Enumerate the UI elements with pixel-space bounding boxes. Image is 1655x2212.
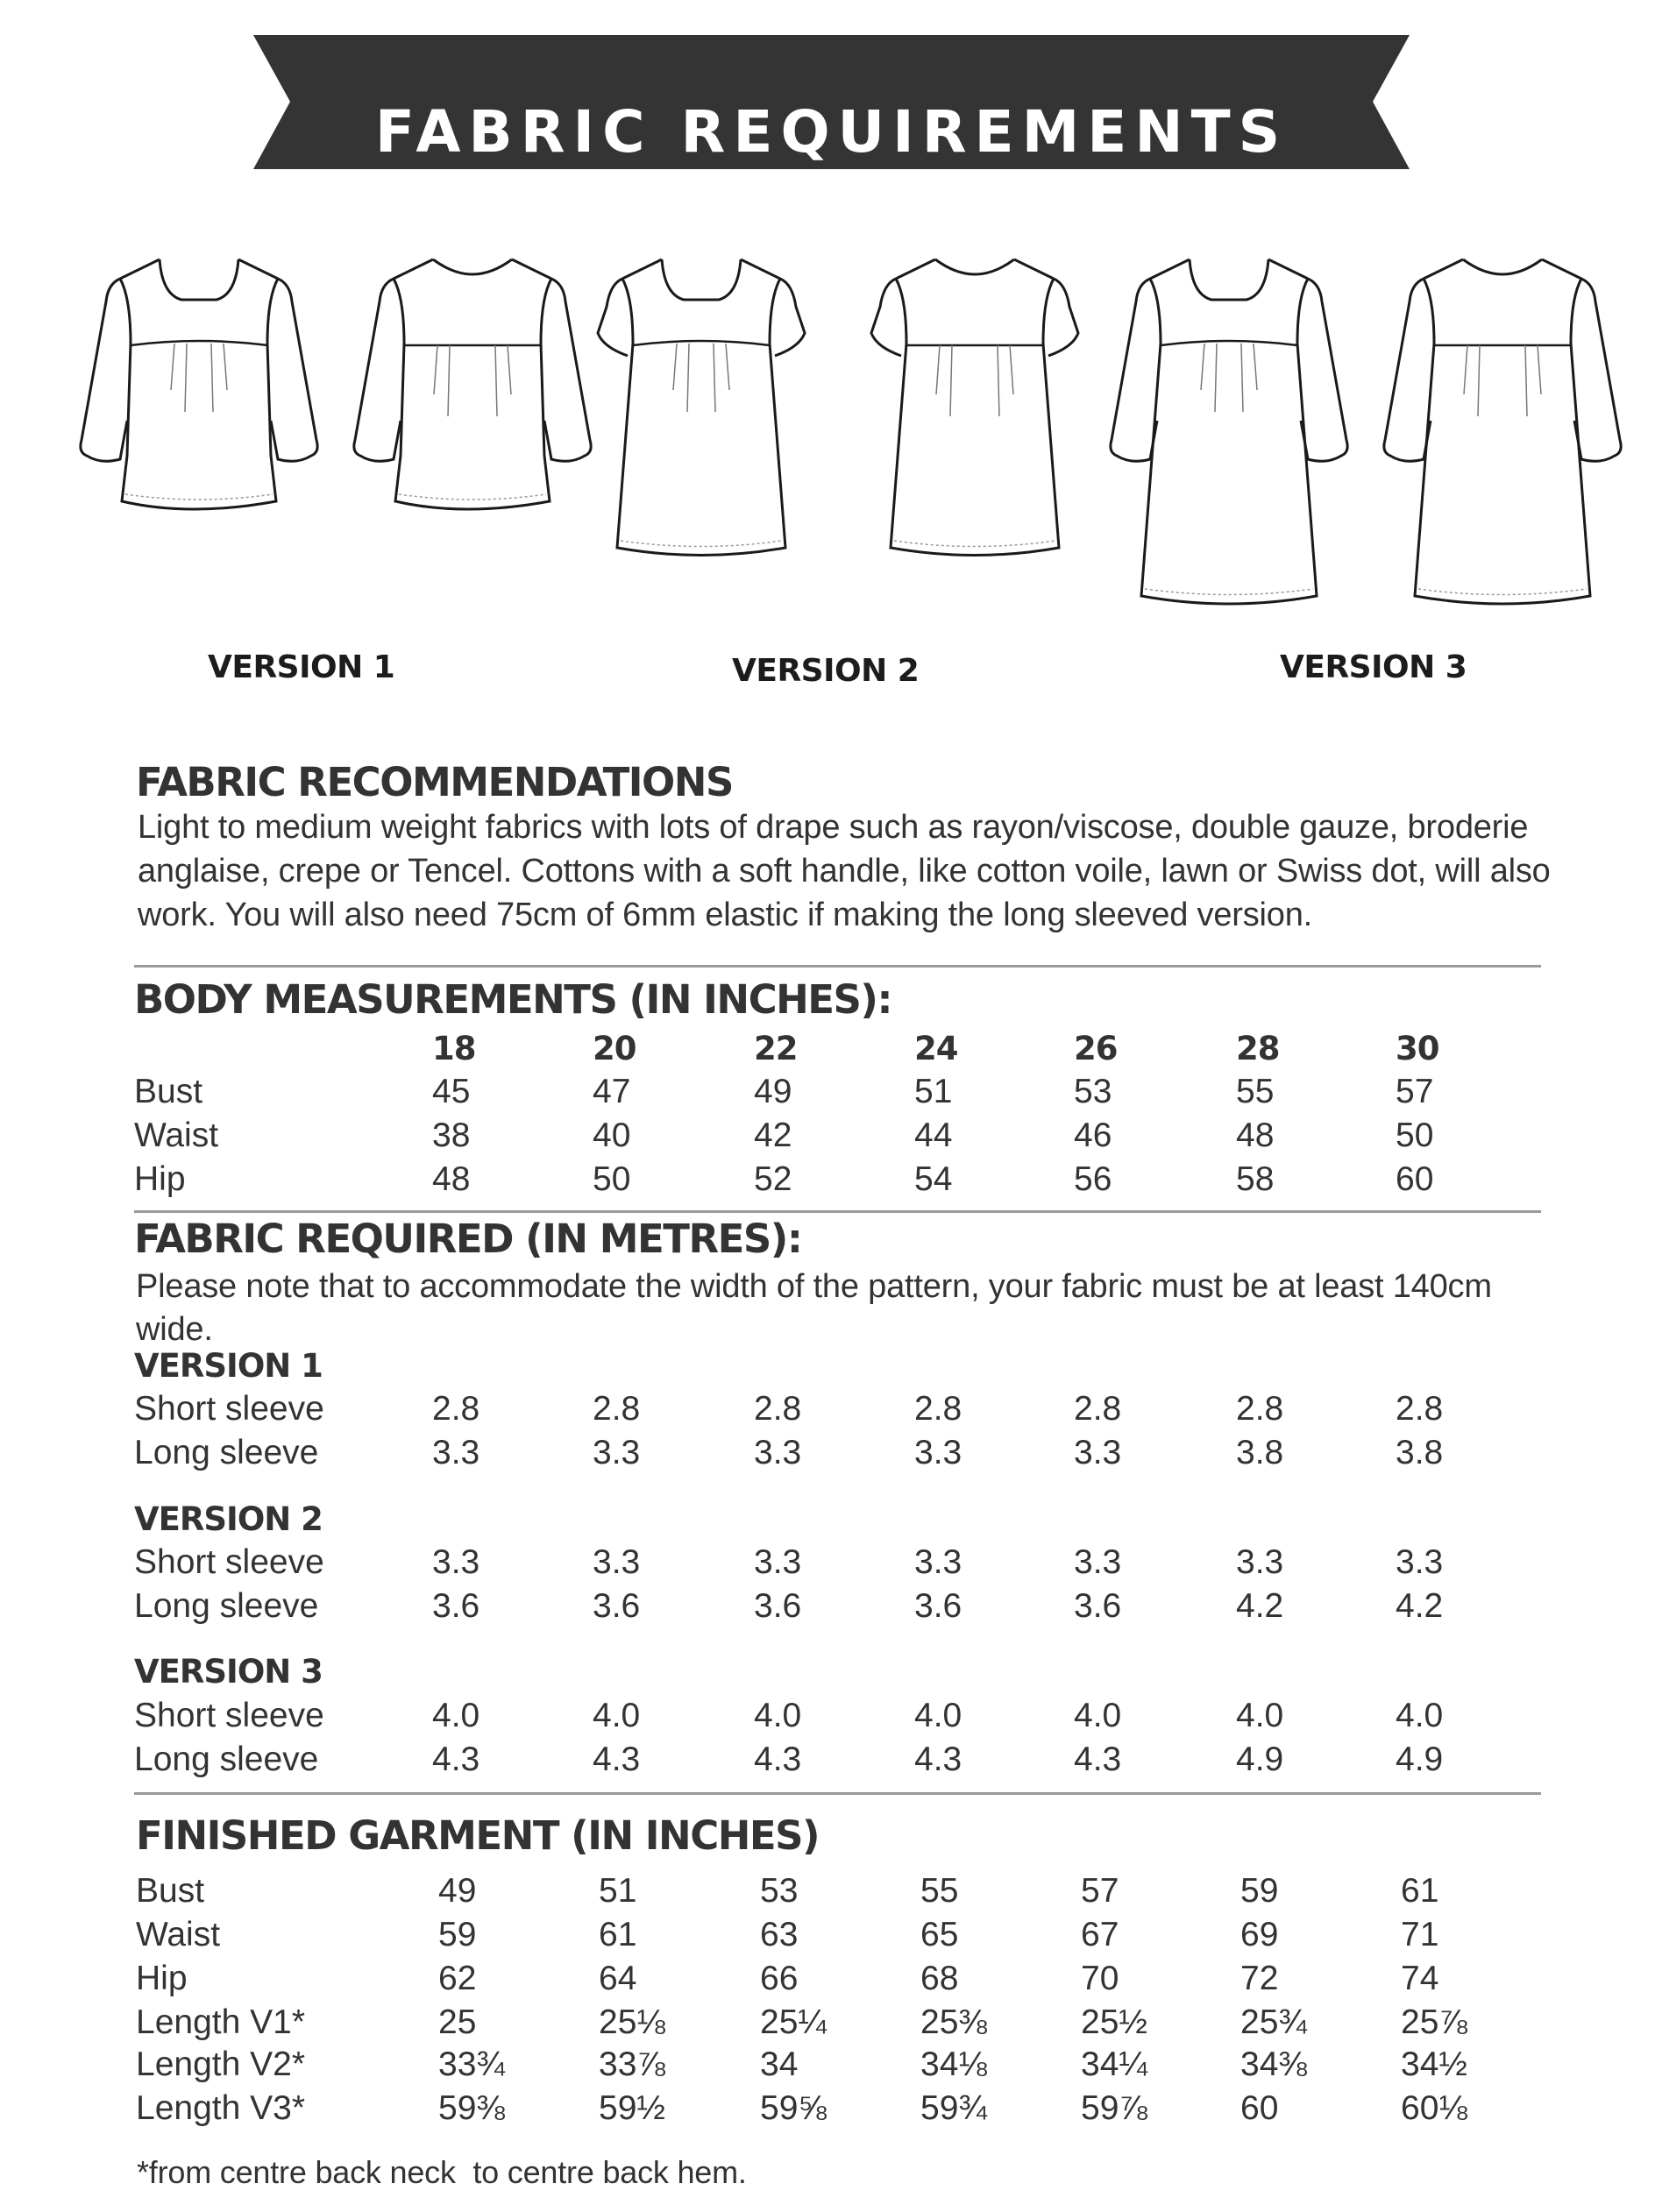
cell: 34⅜ (1240, 2045, 1307, 2083)
recommendations-heading: FABRIC RECOMMENDATIONS (136, 759, 733, 805)
table-row (0, 2005, 1655, 2045)
recommendations-line-2: anglaise, crepe or Tencel. Cottons with a soft handle, like cotton voile, lawn or Swiss dot, will also (138, 853, 1551, 890)
table-row (0, 1961, 1655, 2002)
cell: 59⅜ (438, 2089, 505, 2127)
cell: 3.3 (914, 1434, 962, 1471)
finished-garment-heading: FINISHED GARMENT (IN INCHES) (136, 1812, 820, 1859)
body-measurements-heading: BODY MEASUREMENTS (IN INCHES): (134, 976, 891, 1023)
size-header: 30 (1396, 1030, 1439, 1067)
cell: 4.0 (593, 1697, 641, 1734)
cell: 60 (1240, 2089, 1279, 2127)
cell: 3.6 (754, 1587, 802, 1625)
row-label: Short sleeve (134, 1543, 324, 1581)
table-row (0, 1162, 1655, 1202)
v3-front-illustration (1111, 259, 1347, 604)
cell: 4.3 (593, 1741, 641, 1778)
cell: 3.6 (1074, 1587, 1122, 1625)
row-label: Hip (136, 1960, 188, 1997)
fabric-width-note-line-2: wide. (136, 1311, 213, 1348)
fabric-version-1-label: VERSION 1 (134, 1347, 323, 1385)
fabric-version-3-label: VERSION 3 (134, 1653, 323, 1691)
size-header: 22 (754, 1030, 798, 1067)
cell: 62 (438, 1960, 477, 1997)
v2-front-illustration (598, 259, 805, 556)
fabric-width-note-line-1: Please note that to accommodate the width of the pattern, your fabric must be at least 140cm (136, 1268, 1492, 1305)
cell: 47 (593, 1073, 631, 1110)
fabric-version-2-label: VERSION 2 (134, 1500, 323, 1538)
cell: 60⅛ (1401, 2089, 1467, 2127)
cell: 2.8 (914, 1390, 962, 1428)
cell: 45 (432, 1073, 471, 1110)
cell: 4.2 (1236, 1587, 1284, 1625)
cell: 64 (599, 1960, 637, 1997)
cell: 59 (1240, 1872, 1279, 1910)
cell: 57 (1081, 1872, 1119, 1910)
cell: 59¾ (920, 2089, 987, 2127)
cell: 3.3 (593, 1543, 641, 1581)
table-row (0, 1074, 1655, 1115)
cell: 3.3 (1074, 1543, 1122, 1581)
size-header: 26 (1074, 1030, 1118, 1067)
cell: 63 (760, 1916, 799, 1953)
cell: 33¾ (438, 2045, 505, 2083)
title-banner (253, 35, 1410, 169)
cell: 52 (754, 1160, 792, 1198)
cell: 34¼ (1081, 2045, 1147, 2083)
row-label: Short sleeve (134, 1390, 324, 1428)
cell: 60 (1396, 1160, 1434, 1198)
cell: 25¾ (1240, 2003, 1307, 2041)
table-row (0, 1874, 1655, 1914)
cell: 4.0 (1396, 1697, 1444, 1734)
cell: 3.3 (432, 1434, 480, 1471)
cell: 70 (1081, 1960, 1119, 1997)
row-label: Short sleeve (134, 1697, 324, 1734)
cell: 25⅜ (920, 2003, 987, 2041)
cell: 38 (432, 1117, 471, 1154)
cell: 4.3 (754, 1741, 802, 1778)
cell: 4.0 (914, 1697, 962, 1734)
version-2-label: VERSION 2 (732, 653, 920, 689)
cell: 4.3 (914, 1741, 962, 1778)
table-row (0, 1118, 1655, 1159)
cell: 33⅞ (599, 2045, 665, 2083)
size-header: 18 (432, 1030, 476, 1067)
cell: 50 (593, 1160, 631, 1198)
cell: 2.8 (432, 1390, 480, 1428)
cell: 69 (1240, 1916, 1279, 1953)
cell: 25½ (1081, 2003, 1147, 2041)
v1-back-illustration (354, 259, 591, 509)
cell: 54 (914, 1160, 953, 1198)
cell: 50 (1396, 1117, 1434, 1154)
row-label: Length V2* (136, 2045, 306, 2083)
row-label: Waist (134, 1117, 219, 1154)
cell: 3.3 (914, 1543, 962, 1581)
cell: 3.3 (754, 1543, 802, 1581)
cell: 53 (760, 1872, 799, 1910)
row-label: Bust (136, 1872, 205, 1910)
cell: 65 (920, 1916, 959, 1953)
cell: 3.3 (593, 1434, 641, 1471)
table-row (0, 1918, 1655, 1958)
cell: 3.6 (593, 1587, 641, 1625)
cell: 61 (1401, 1872, 1439, 1910)
cell: 25 (438, 2003, 477, 2041)
cell: 34⅛ (920, 2045, 987, 2083)
cell: 4.0 (1236, 1697, 1284, 1734)
cell: 4.0 (432, 1697, 480, 1734)
cell: 71 (1401, 1916, 1439, 1953)
garment-illustrations (0, 245, 1655, 622)
cell: 46 (1074, 1117, 1112, 1154)
cell: 58 (1236, 1160, 1275, 1198)
table-row (0, 1742, 1655, 1783)
cell: 74 (1401, 1960, 1439, 1997)
table-row (0, 1436, 1655, 1476)
row-label: Hip (134, 1160, 186, 1198)
cell: 34 (760, 2045, 799, 2083)
cell: 4.2 (1396, 1587, 1444, 1625)
row-label: Long sleeve (134, 1587, 319, 1625)
cell: 3.6 (432, 1587, 480, 1625)
cell: 51 (599, 1872, 637, 1910)
footnote: *from centre back neck to centre back hem. (137, 2154, 747, 2190)
cell: 2.8 (1074, 1390, 1122, 1428)
cell: 2.8 (593, 1390, 641, 1428)
cell: 3.8 (1236, 1434, 1284, 1471)
cell: 59½ (599, 2089, 665, 2127)
cell: 3.8 (1396, 1434, 1444, 1471)
table-row (0, 1392, 1655, 1432)
v3-back-illustration (1384, 259, 1621, 604)
cell: 4.3 (432, 1741, 480, 1778)
cell: 49 (438, 1872, 477, 1910)
size-header-row (0, 1032, 1655, 1073)
cell: 59⅞ (1081, 2089, 1147, 2127)
recommendations-line-3: work. You will also need 75cm of 6mm elastic if making the long sleeved version. (138, 897, 1313, 933)
cell: 40 (593, 1117, 631, 1154)
row-label: Length V3* (136, 2089, 306, 2127)
section-divider (134, 1792, 1541, 1795)
cell: 25⅞ (1401, 2003, 1467, 2041)
section-divider (134, 965, 1541, 968)
cell: 4.9 (1396, 1741, 1444, 1778)
cell: 66 (760, 1960, 799, 1997)
table-row (0, 2047, 1655, 2088)
size-header: 20 (593, 1030, 636, 1067)
cell: 3.3 (1396, 1543, 1444, 1581)
v2-back-illustration (871, 259, 1078, 556)
cell: 59 (438, 1916, 477, 1953)
cell: 2.8 (754, 1390, 802, 1428)
cell: 67 (1081, 1916, 1119, 1953)
cell: 48 (432, 1160, 471, 1198)
cell: 3.6 (914, 1587, 962, 1625)
v1-front-illustration (81, 259, 317, 509)
cell: 4.0 (754, 1697, 802, 1734)
cell: 42 (754, 1117, 792, 1154)
cell: 4.0 (1074, 1697, 1122, 1734)
row-label: Length V1* (136, 2003, 306, 2041)
row-label: Waist (136, 1916, 221, 1953)
row-label: Long sleeve (134, 1741, 319, 1778)
page-title: FABRIC REQUIREMENTS (374, 98, 1289, 166)
cell: 25¼ (760, 2003, 827, 2041)
cell: 25⅛ (599, 2003, 665, 2041)
cell: 4.3 (1074, 1741, 1122, 1778)
cell: 49 (754, 1073, 792, 1110)
fabric-required-heading: FABRIC REQUIRED (IN METRES): (134, 1216, 802, 1262)
cell: 53 (1074, 1073, 1112, 1110)
cell: 2.8 (1236, 1390, 1284, 1428)
cell: 44 (914, 1117, 953, 1154)
section-divider (134, 1210, 1541, 1213)
cell: 56 (1074, 1160, 1112, 1198)
recommendations-line-1: Light to medium weight fabrics with lots of drape such as rayon/viscose, double gauze, broderie (138, 809, 1529, 846)
cell: 3.3 (754, 1434, 802, 1471)
cell: 68 (920, 1960, 959, 1997)
cell: 34½ (1401, 2045, 1467, 2083)
table-row (0, 1545, 1655, 1585)
cell: 61 (599, 1916, 637, 1953)
table-row (0, 1698, 1655, 1739)
cell: 3.3 (432, 1543, 480, 1581)
cell: 55 (1236, 1073, 1275, 1110)
cell: 4.9 (1236, 1741, 1284, 1778)
row-label: Long sleeve (134, 1434, 319, 1471)
version-3-label: VERSION 3 (1280, 649, 1467, 685)
version-1-label: VERSION 1 (208, 649, 395, 685)
cell: 3.3 (1236, 1543, 1284, 1581)
cell: 2.8 (1396, 1390, 1444, 1428)
cell: 72 (1240, 1960, 1279, 1997)
cell: 48 (1236, 1117, 1275, 1154)
row-label: Bust (134, 1073, 203, 1110)
size-header: 28 (1236, 1030, 1280, 1067)
size-header: 24 (914, 1030, 958, 1067)
table-row (0, 2091, 1655, 2131)
cell: 51 (914, 1073, 953, 1110)
cell: 3.3 (1074, 1434, 1122, 1471)
table-row (0, 1589, 1655, 1629)
cell: 57 (1396, 1073, 1434, 1110)
cell: 55 (920, 1872, 959, 1910)
cell: 59⅝ (760, 2089, 827, 2127)
